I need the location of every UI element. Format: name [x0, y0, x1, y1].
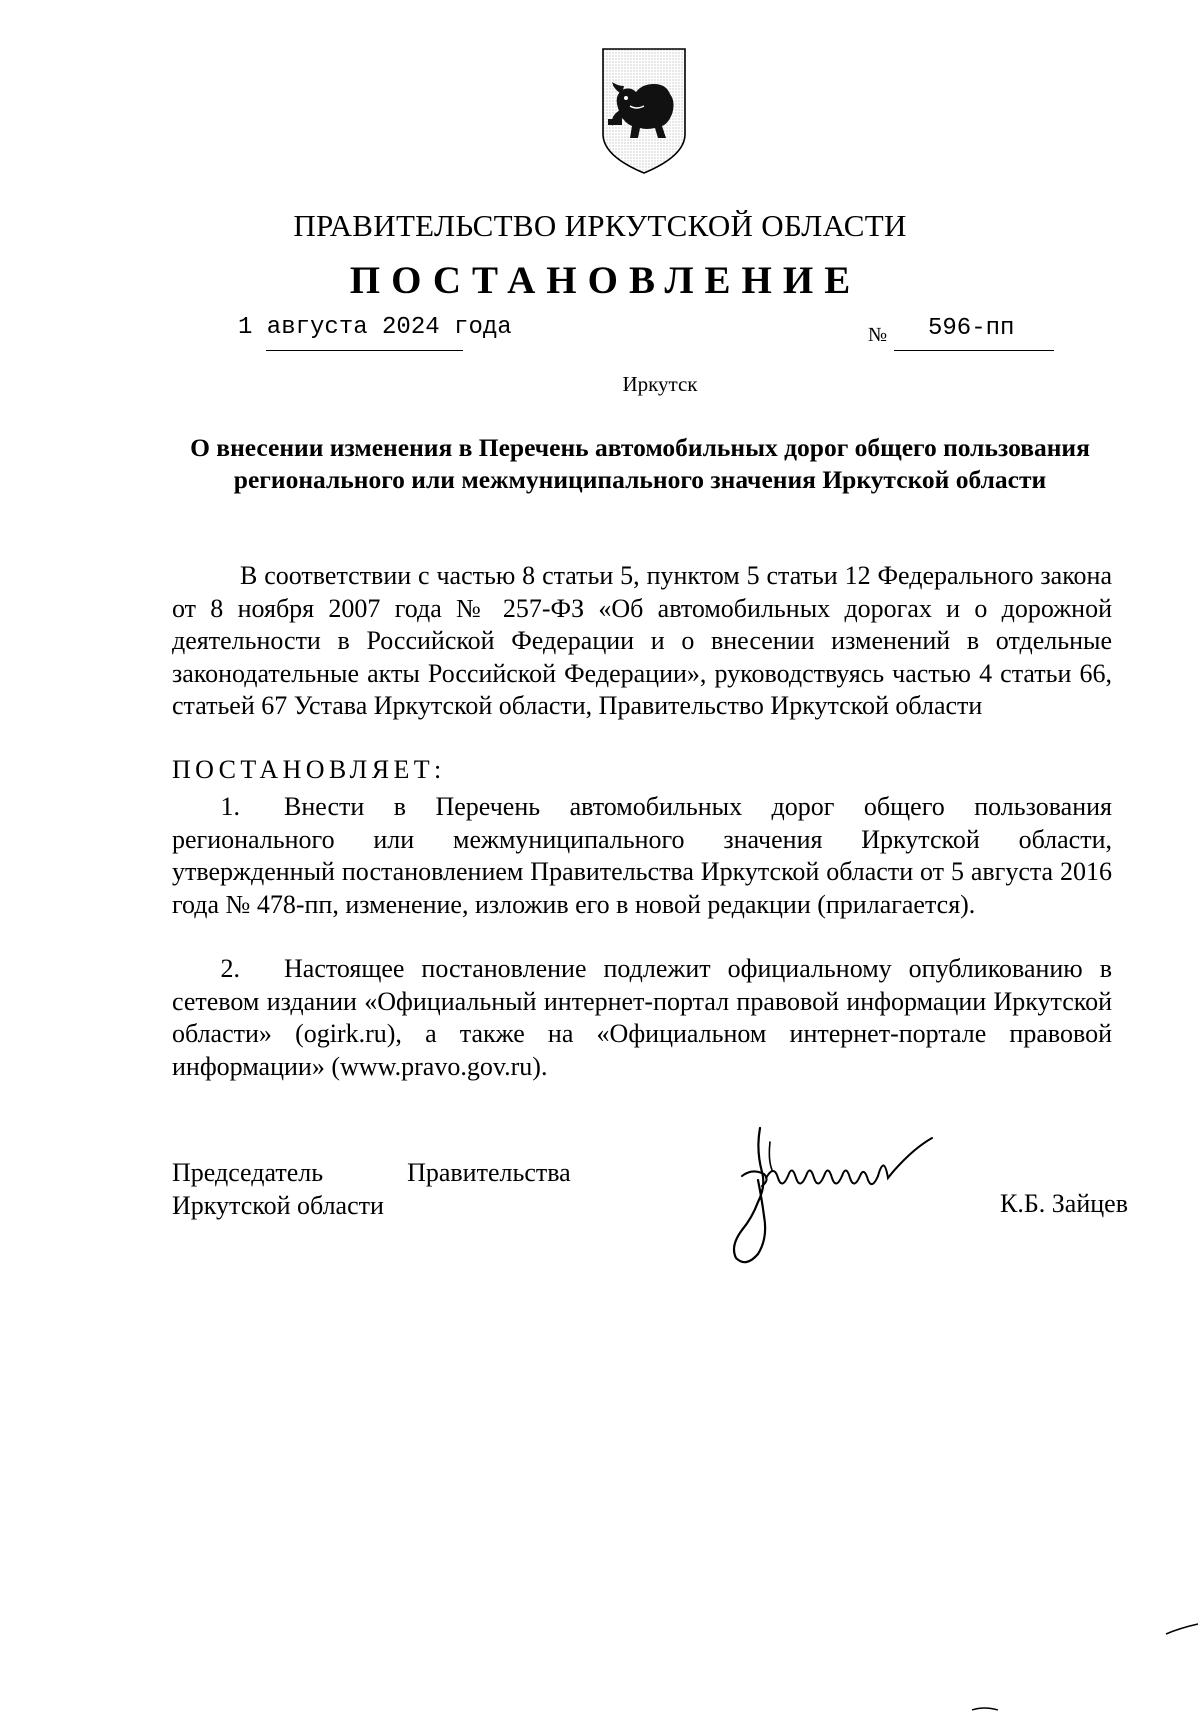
document-type: ПОСТАНОВЛЕНИЕ — [349, 259, 862, 302]
resolution-item — [172, 953, 1112, 1083]
handwritten-signature — [712, 1120, 962, 1270]
number-label: № — [868, 324, 888, 346]
position-word-government: Правительства — [407, 1158, 571, 1187]
item-number: 2. — [220, 954, 240, 983]
scan-artifact — [1164, 1620, 1200, 1640]
item-text: Настоящее постановление подлежит официальному опубликованию в сетевом издании «Официальный интернет-портал правовой информации Иркутской области» (ogirk.ru), а также на «Официальном интернет-портале правовой информации» (www.pravo.gov.ru). — [172, 954, 1112, 1081]
coat-of-arms-icon — [600, 46, 688, 176]
number-underline — [894, 350, 1054, 351]
resolves-heading: ПОСТАНОВЛЯЕТ: — [172, 755, 446, 784]
position-region: Иркутской области — [172, 1191, 384, 1220]
document-number: 596-пп — [928, 315, 1015, 342]
document-city: Иркутск — [622, 372, 698, 396]
signatory-position — [172, 1156, 571, 1222]
position-word-chairman: Председатель — [172, 1158, 324, 1187]
scan-artifact — [970, 1704, 1000, 1714]
document-date: 1 августа 2024 года — [238, 314, 512, 341]
organization-name: ПРАВИТЕЛЬСТВО ИРКУТСКОЙ ОБЛАСТИ — [293, 208, 907, 243]
item-number: 1. — [220, 792, 240, 821]
item-text: Внести в Перечень автомобильных дорог общего пользования регионального или межмуниципального значения Иркутской области, утвержденный постановлением Правительства Иркутской области от 5 августа 2016 года № 478-пп, изменение, изложив его в новой редакции (прилагается). — [172, 792, 1112, 919]
preamble-paragraph: В соответствии с частью 8 статьи 5, пунктом 5 статьи 12 Федерального закона от 8 ноября 2007 года № 257-ФЗ «Об автомобильных дорогах и о дорожной деятельности в Российской Федерации и о внесении изменений в отдельные законодательные акты Российской Федерации», руководствуясь частью 4 статьи 66, статьей 67 Устава Иркутской области, Правительство Иркутской области — [172, 561, 1112, 720]
resolution-item — [172, 791, 1112, 921]
document-title: О внесении изменения в Перечень автомобильных дорог общего пользования регионального или межмуниципального значения Иркутской области — [190, 433, 1090, 494]
date-underline — [266, 350, 463, 351]
signatory-name: К.Б. Зайцев — [1000, 1189, 1128, 1218]
